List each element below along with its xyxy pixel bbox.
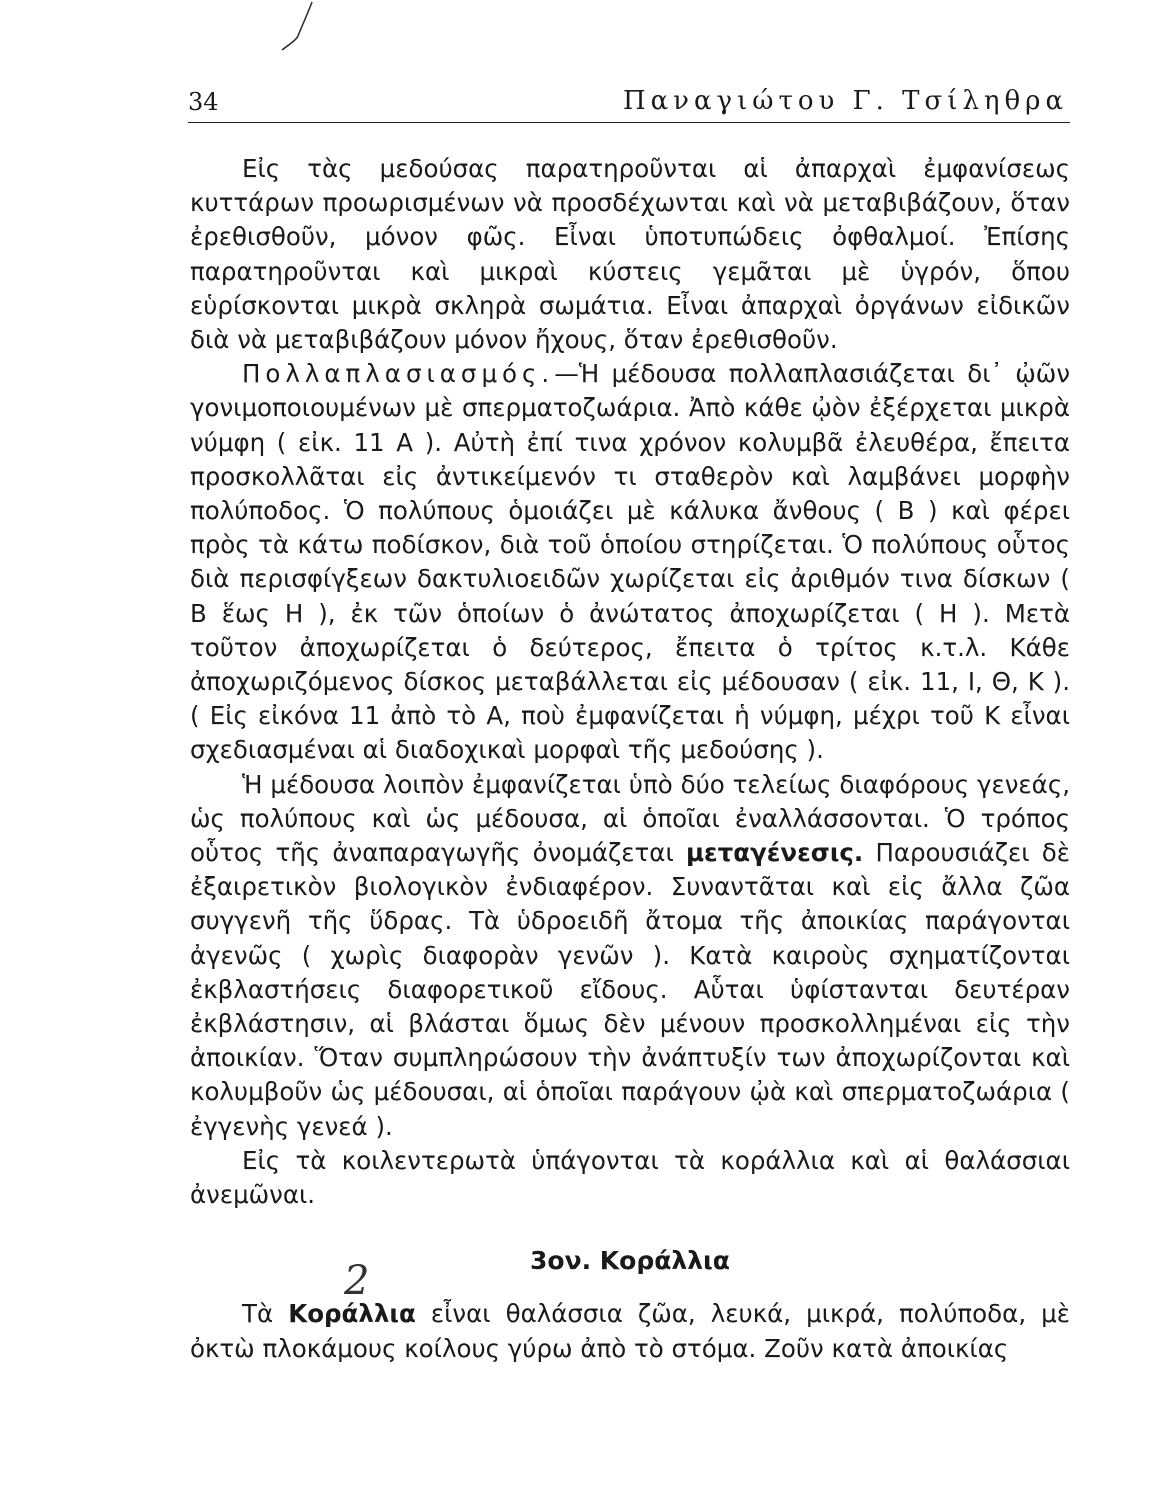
running-head: Παναγιώτου Γ. Τσίληθρα [622,86,1068,116]
paragraph-metagenesis-start: Ἡ μέδουσα λοιπὸν ἐμφανίζεται ὑπὸ δύο τελείως διαφόρους γενεάς, ὡς πολύπους καὶ ὡς μέδουσα, αἱ ὁποῖαι ἐναλλάσσονται. Ὁ τρόπος οὗτος τῆς ἀναπαραγωγῆς ὀνομάζεται [190,769,1070,868]
paragraph-reproduction-text: —Ἡ μέδουσα πολλαπλασιάζεται δι᾽ ᾠῶν γονιμοποιουμένων μὲ σπερματοζωάρια. Ἀπὸ κάθε ᾠὸν ἐξέρχεται μικρὰ νύμφη ( εἰκ. 11 Α ). Αὐτὴ ἐπί τινα χρόνον κολυμβᾶ ἐλευθέρα, ἔπειτα προσκολλᾶται εἰς ἀντικείμενόν τι σταθερὸν καὶ λαμβάνει μορφὴν πολύποδος. Ὁ πολύπους ὁμοιάζει μὲ κάλυκα ἄνθους ( Β ) καὶ φέρει πρὸς τὰ κάτω ποδίσκον, διὰ τοῦ ὁποίου στηρίζεται. Ὁ πολύπους οὗτος διὰ περισφίγξεων δακτυλιοειδῶν χωρίζεται εἰς ἀριθμόν τινα δίσκων ( Β ἕως Η ), ἐκ τῶν ὁποίων ὁ ἀνώτατος ἀποχωρίζεται ( Η ). Μετὰ τοῦτον ἀποχωρίζεται ὁ δεύτερος, ἔπειτα ὁ τρίτος κ.τ.λ. Κάθε ἀποχωριζόμενος δίσκος μεταβάλλεται εἰς μέδουσαν ( εἰκ. 11, Ι, Θ, Κ ). ( Εἰς εἰκόνα 11 ἀπὸ τὸ Α, ποὺ ἐμφανίζεται ἡ νύμφη, μέχρι τοῦ Κ εἶναι σχεδιασμέναι αἱ διαδοχικαὶ μορφαὶ τῆς μεδούσης ). [190,359,1070,765]
section-heading-corals: 3ον. Κοράλλια [530,1246,730,1276]
term-metagenesis: μεταγένεσις. [685,838,864,868]
handwritten-mark-text: 2 [344,1258,370,1304]
term-reproduction: Πολλαπλασιασμός. [242,359,555,389]
paragraph-reproduction [190,357,1070,767]
paragraph-metagenesis-end: Παρουσιάζει δὲ ἐξαιρετικὸν βιολογικὸν ἐνδιαφέρον. Συναντᾶται καὶ εἰς ἄλλα ζῶα συγγενῆ τῆς ὕδρας. Τὰ ὑδροειδῆ ἄτομα τῆς ἀποικίας παράγονται ἀγενῶς ( χωρὶς διαφορὰν γενῶν ). Κατὰ καιροὺς σχηματίζονται ἐκβλαστήσεις διαφορετικοῦ εἴδους. Αὗται ὑφίστανται δευτέραν ἐκβλάστησιν, αἱ βλάσται ὅμως δὲν μένουν προσκολλημέναι εἰς τὴν ἀποικίαν. Ὅταν συμπληρώσουν τὴν ἀνάπτυξίν των ἀποχωρίζονται καὶ κολυμβοῦν ὡς μέδουσαι, αἱ ὁποῖαι παράγουν ᾠὰ καὶ σπερματοζωάρια ( ἐγγενὴς γενεά ). [190,838,1070,1141]
paragraph-corals [190,1297,1070,1365]
paragraph-eyes: Εἰς τὰς μεδούσας παρατηροῦνται αἱ ἀπαρχαὶ ἐμφανίσεως κυττάρων προωρισμένων νὰ προσδέχωνται καὶ νὰ μεταβιβάζουν, ὅταν ἐρεθισθοῦν, μόνον φῶς. Εἶναι ὑποτυπώδεις ὀφθαλμοί. Ἐπίσης παρατηροῦνται καὶ μικραὶ κύστεις γεμᾶται μὲ ὑγρόν, ὅπου εὑρίσκονται μικρὰ σκληρὰ σωμάτια. Εἶναι ἀπαρχαὶ ὀργάνων εἰδικῶν διὰ νὰ μεταβιβάζουν μόνον ἤχους, ὅταν ἐρεθισθοῦν. [190,154,1070,355]
handwritten-mark [338,1258,378,1308]
pen-stroke [268,0,328,70]
term-corals: Κοράλλια [288,1299,416,1329]
paragraph-coelenterates: Εἰς τὰ κοιλεντερωτὰ ὑπάγονται τὰ κοράλλια καὶ αἱ θαλάσσιαι ἀνεμῶναι. [190,1145,1070,1210]
page-header [188,82,1070,123]
paragraph-metagenesis [190,768,1070,1144]
body-text [190,152,1070,1366]
page-number: 34 [188,88,219,116]
paragraph-corals-end: εἶναι θαλάσσια ζῶα, λευκά, μικρά, πολύποδα, μὲ ὀκτὼ πλοκάμους κοίλους γύρω ἀπὸ τὸ στόμα. Ζοῦν κατὰ ἀποικίας [190,1299,1070,1363]
paragraph-corals-start: Τὰ [242,1299,274,1329]
